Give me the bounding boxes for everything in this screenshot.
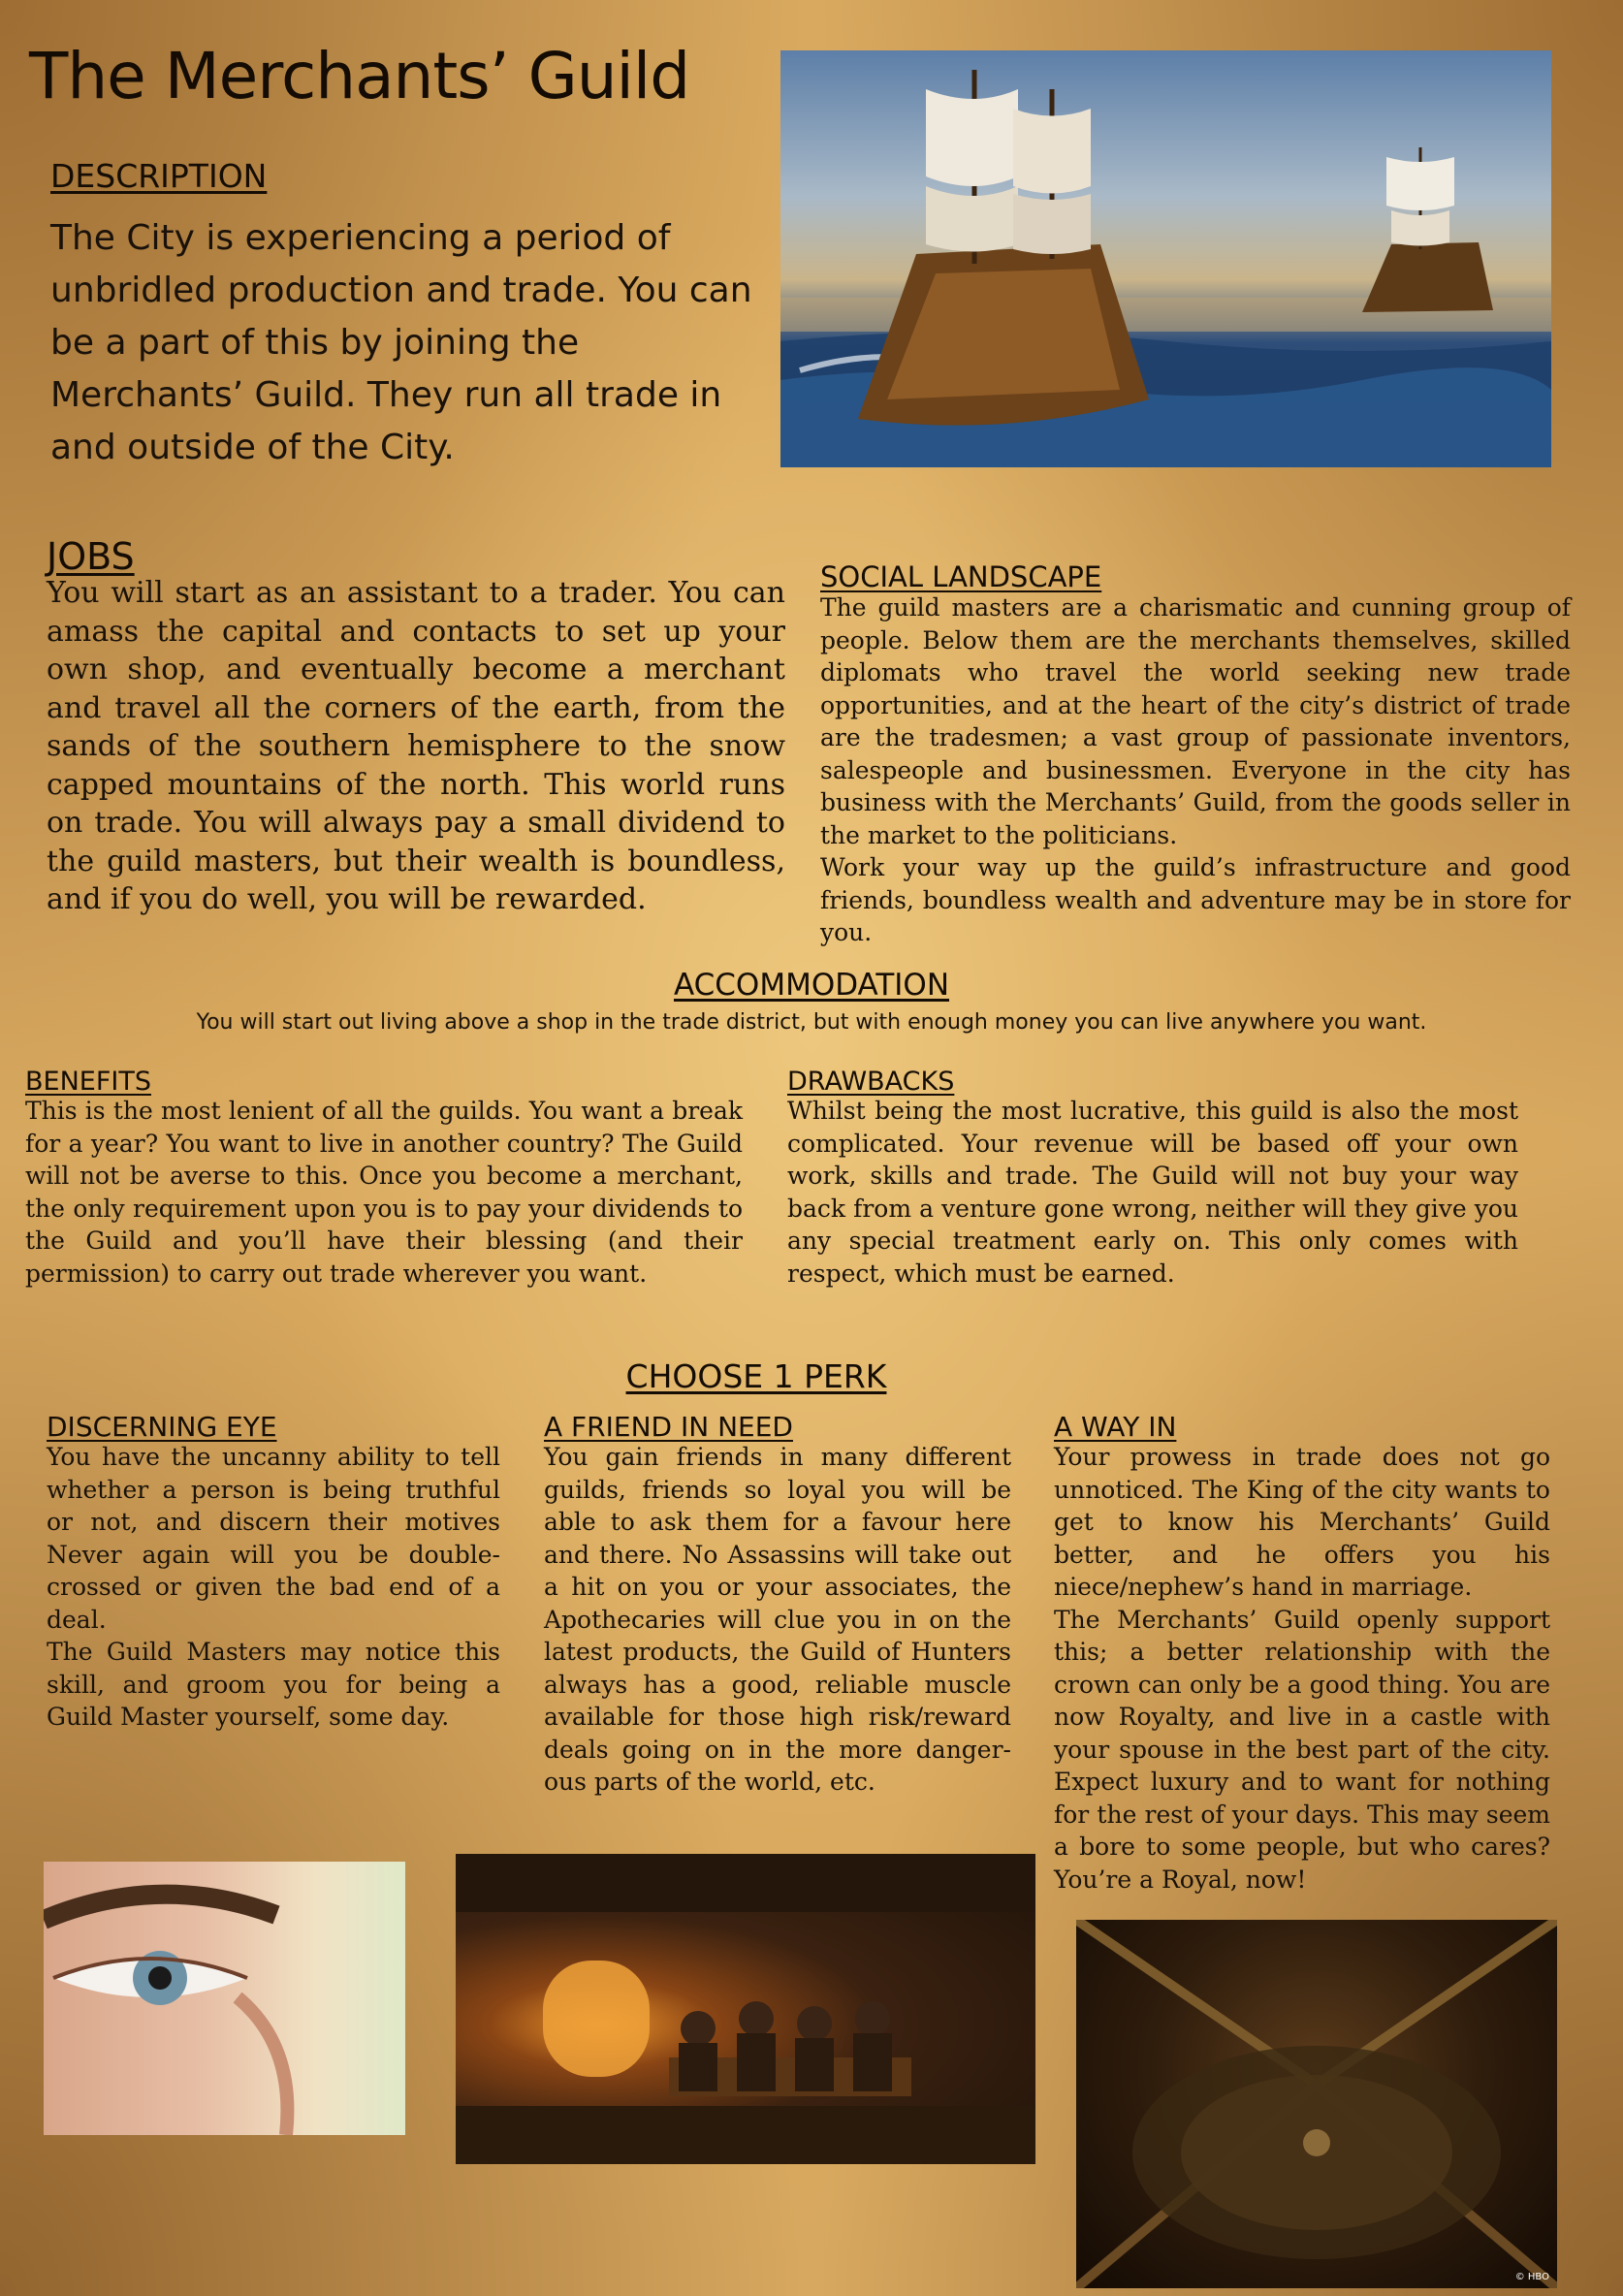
- perk-friend-in-need-heading: A FRIEND IN NEED: [544, 1411, 793, 1443]
- drawbacks-section: [787, 1067, 1518, 1290]
- drawbacks-text: Whilst being the most lucrative, this guild is also the most complicated. Your revenue will be based off your own work, skills and trade. The Guild will not buy your way back from a venture gone wrong, neither will they give you any special treatment early on. This only comes with respect, which must be earned.: [787, 1097, 1518, 1288]
- drawbacks-heading: DRAWBACKS: [787, 1067, 955, 1097]
- description-section: [50, 157, 768, 474]
- benefits-section: [25, 1067, 743, 1290]
- benefits-heading: BENEFITS: [25, 1067, 151, 1097]
- perk-discerning-eye-text-2: The Guild Masters may notice this skill, and groom you for being a Guild Master yourself, some day.: [47, 1638, 500, 1731]
- perk-discerning-eye-heading: DISCERNING EYE: [47, 1411, 277, 1443]
- perk-friend-in-need-text: You gain friends in many different guilds, friends so loyal you will be able to ask them for a favour here and there. No Assassins will take out a hit on you or your associates, the Apothecaries will clue you in on the latest products, the Guild of Hunters always has a good, reliable muscle available for those high risk/reward deals going on in the more danger-ous parts of the world, etc.: [544, 1443, 1011, 1796]
- perks-heading: CHOOSE 1 PERK: [625, 1357, 887, 1395]
- accommodation-heading: ACCOMMODATION: [673, 968, 950, 1003]
- perk-discerning-eye: [47, 1411, 500, 1734]
- page-title: The Merchants’ Guild: [29, 39, 690, 113]
- tavern-image: [456, 1854, 1035, 2164]
- perk-a-way-in: [1054, 1411, 1550, 1896]
- accommodation-section: [0, 968, 1623, 1035]
- accommodation-text: You will start out living above a shop in the trade district, but with enough money you can live anywhere you want.: [196, 1010, 1427, 1035]
- perk-a-way-in-text-2: The Merchants’ Guild openly support this; a better relationship with the crown can only be a good thing. You are now Royalty, and live in a castle with your spouse in the best part of the city. Expect luxury and to want for nothing for the rest of your days. This may seem a bore to some people, but who cares? You’re a Royal, now!: [1054, 1605, 1550, 1894]
- social-landscape-text: The guild masters are a charismatic and cunning group of people. Below them are the merchants themselves, skilled diplomats who travel the world seeking new trade opportunities, and at the heart of the city’s district of trade are the tradesmen; a vast group of passionate inventors, salespeople and businessmen. Everyone in the city has business with the Merchants’ Guild, from the goods seller in the market to the politicians.: [820, 593, 1571, 849]
- social-landscape-section: [820, 560, 1571, 949]
- jobs-section: [47, 535, 785, 919]
- perks-heading-wrap: [0, 1357, 1512, 1395]
- description-text: The City is experiencing a period of unbridled production and trade. You can be a part of this by joining the Merchants’ Guild. They run all trade in and outside of the City.: [50, 218, 752, 467]
- jobs-heading: JOBS: [47, 535, 135, 578]
- eye-image: [44, 1862, 405, 2135]
- throne-hall-image: [1076, 1920, 1557, 2288]
- benefits-text: This is the most lenient of all the guilds. You want a break for a year? You want to live in another country? The Guild will not be averse to this. Once you become a merchant, the only requirement upon you is to pay your dividends to the Guild and you’ll have their blessing (and their permission) to carry out trade wherever you want.: [25, 1097, 743, 1288]
- perk-friend-in-need: [544, 1411, 1011, 1799]
- perk-a-way-in-heading: A WAY IN: [1054, 1411, 1177, 1443]
- perk-a-way-in-text: Your prowess in trade does not go unnoticed. The King of the city wants to get to know his Merchants’ Guild better, and he offers you his niece/nephew’s hand in marriage.: [1054, 1443, 1550, 1601]
- sailing-ships-image: [780, 50, 1551, 467]
- social-landscape-heading: SOCIAL LANDSCAPE: [820, 560, 1102, 593]
- jobs-text: You will start as an assistant to a trader. You can amass the capital and contacts to set up your own shop, and eventually become a merchant and travel all the corners of the earth, from the sands of the southern hemisphere to the snow capped mountains of the north. This world runs on trade. You will always pay a small dividend to the guild masters, but their wealth is boundless, and if you do well, you will be rewarded.: [47, 576, 785, 916]
- social-landscape-text-2: Work your way up the guild’s infrastructure and good friends, boundless wealth and adventure may be in store for you.: [820, 853, 1571, 946]
- image-credit: © HBO: [1514, 2272, 1549, 2282]
- description-heading: DESCRIPTION: [50, 157, 268, 195]
- perk-discerning-eye-text: You have the uncanny ability to tell whether a person is being truthful or not, and discern their motives Never again will you be double-crossed or given the bad end of a deal.: [47, 1443, 500, 1634]
